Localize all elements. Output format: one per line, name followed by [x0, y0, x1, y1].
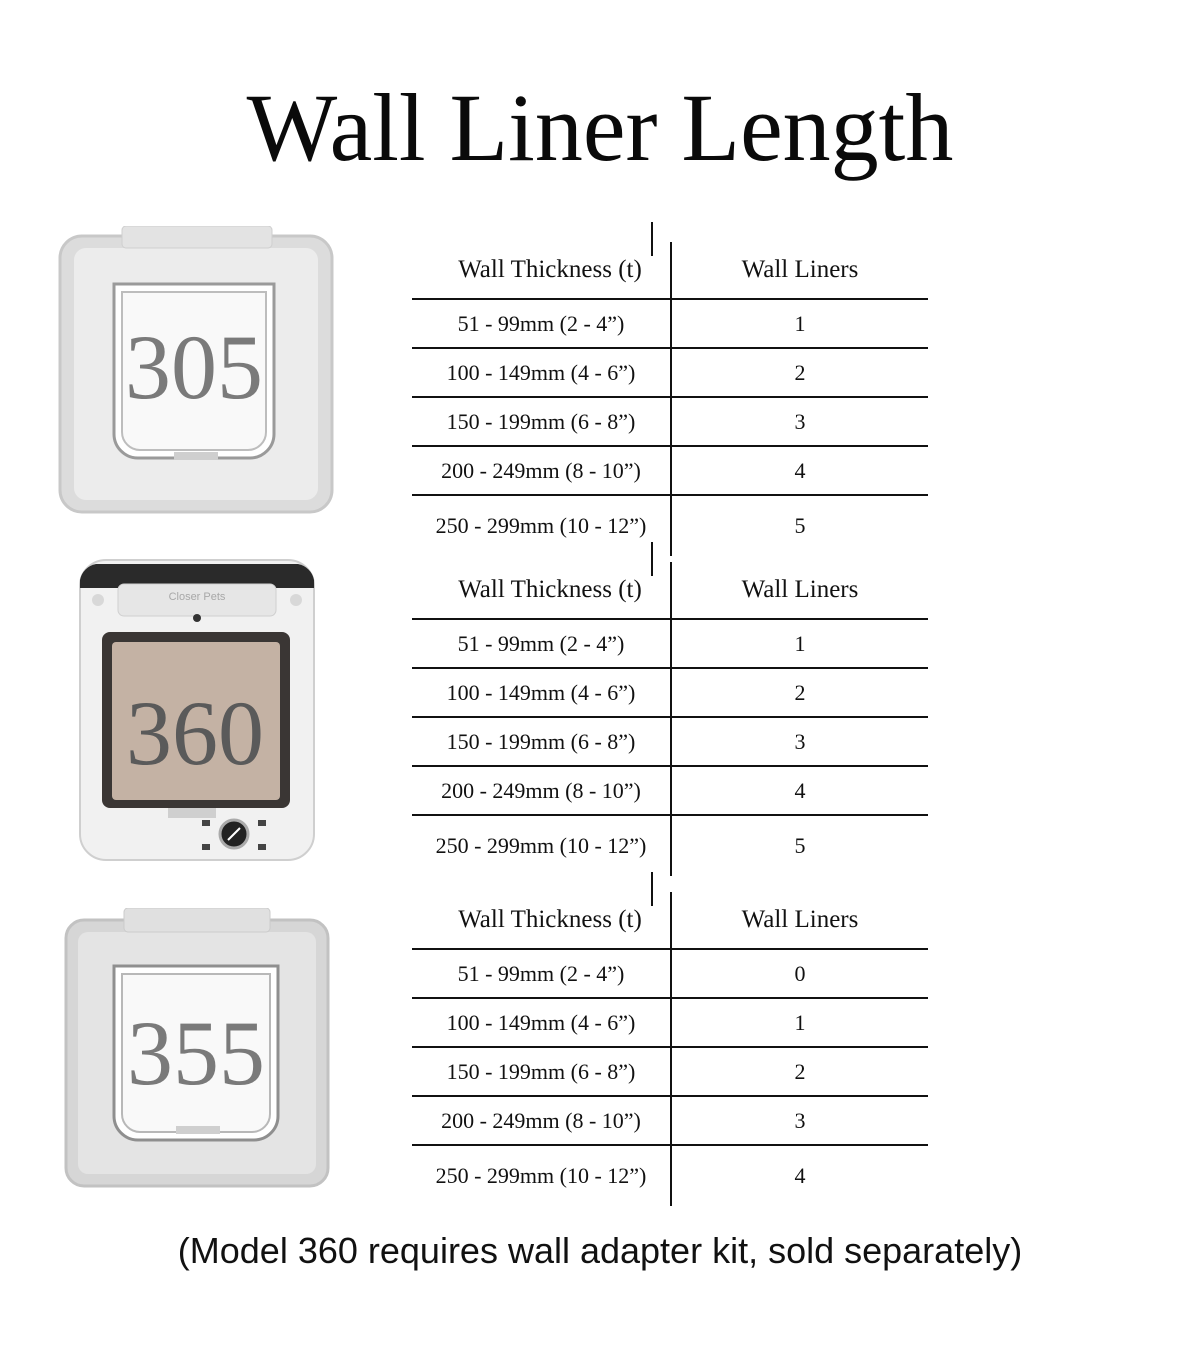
thickness-cell: 150 - 199mm (6 - 8”) — [412, 397, 671, 446]
table-header-row — [412, 242, 928, 299]
thickness-cell: 250 - 299mm (10 - 12”) — [412, 495, 671, 556]
thickness-cell: 150 - 199mm (6 - 8”) — [412, 717, 671, 766]
header-wall-liners: Wall Liners — [671, 892, 928, 949]
liners-cell: 2 — [671, 1047, 928, 1096]
table-row — [412, 766, 928, 815]
thickness-cell: 51 - 99mm (2 - 4”) — [412, 949, 671, 998]
model-number-355: 355 — [127, 1002, 265, 1104]
liners-cell: 2 — [671, 668, 928, 717]
thickness-cell: 200 - 249mm (8 - 10”) — [412, 1096, 671, 1145]
table-row — [412, 717, 928, 766]
cat-flap-360-image — [76, 558, 318, 864]
liners-cell: 2 — [671, 348, 928, 397]
model-number-360: 360 — [126, 682, 264, 784]
thickness-cell: 100 - 149mm (4 - 6”) — [412, 668, 671, 717]
wall-liner-table-360 — [412, 562, 928, 876]
model-number-305: 305 — [125, 316, 263, 418]
liners-cell: 4 — [794, 1163, 806, 1188]
liners-cell: 3 — [671, 397, 928, 446]
header-wall-thickness: Wall Thickness (t) — [412, 242, 671, 299]
liners-cell: 3 — [671, 717, 928, 766]
liners-cell: 3 — [671, 1096, 928, 1145]
table-row — [412, 446, 928, 495]
liners-cell: 1 — [671, 619, 928, 668]
table-row — [412, 1145, 928, 1206]
thickness-cell: 51 - 99mm (2 - 4”) — [412, 299, 671, 348]
table-row — [412, 998, 928, 1047]
thickness-cell: 51 - 99mm (2 - 4”) — [412, 619, 671, 668]
table-row — [412, 815, 928, 876]
liners-cell: 1 — [671, 998, 928, 1047]
section-model-355 — [0, 872, 1200, 1192]
page-title: Wall Liner Length — [246, 74, 954, 181]
thickness-cell: 100 - 149mm (4 - 6”) — [412, 348, 671, 397]
section-model-305 — [0, 222, 1200, 542]
thickness-cell: 100 - 149mm (4 - 6”) — [412, 998, 671, 1047]
thickness-cell: 250 - 299mm (10 - 12”) — [412, 1145, 671, 1206]
section-model-360 — [0, 542, 1200, 862]
liners-cell: 5 — [794, 513, 806, 538]
liners-cell: 0 — [671, 949, 928, 998]
header-wall-liners: Wall Liners — [671, 562, 928, 619]
table-row — [412, 949, 928, 998]
brand-logo-text: Closer Pets — [168, 591, 226, 603]
thickness-cell: 150 - 199mm (6 - 8”) — [412, 1047, 671, 1096]
liners-cell: 4 — [671, 766, 928, 815]
table-row — [412, 348, 928, 397]
cat-flap-355-image — [62, 908, 332, 1192]
header-wall-liners: Wall Liners — [671, 242, 928, 299]
footer-note: (Model 360 requires wall adapter kit, sold separately) — [177, 1230, 1023, 1271]
thickness-cell: 250 - 299mm (10 - 12”) — [412, 815, 671, 876]
liners-cell: 1 — [671, 299, 928, 348]
header-wall-thickness: Wall Thickness (t) — [412, 562, 671, 619]
wall-liner-table-355 — [412, 892, 928, 1206]
cat-flap-305-image — [56, 226, 336, 516]
header-wall-thickness: Wall Thickness (t) — [412, 892, 671, 949]
wall-liner-table-305 — [412, 242, 928, 556]
table-row — [412, 1096, 928, 1145]
table-row — [412, 299, 928, 348]
liners-cell: 5 — [794, 833, 806, 858]
liners-cell: 4 — [671, 446, 928, 495]
table-row — [412, 668, 928, 717]
thickness-cell: 200 - 249mm (8 - 10”) — [412, 766, 671, 815]
thickness-cell: 200 - 249mm (8 - 10”) — [412, 446, 671, 495]
table-header-row — [412, 562, 928, 619]
table-row — [412, 619, 928, 668]
table-header-row — [412, 892, 928, 949]
table-row — [412, 397, 928, 446]
table-row — [412, 1047, 928, 1096]
